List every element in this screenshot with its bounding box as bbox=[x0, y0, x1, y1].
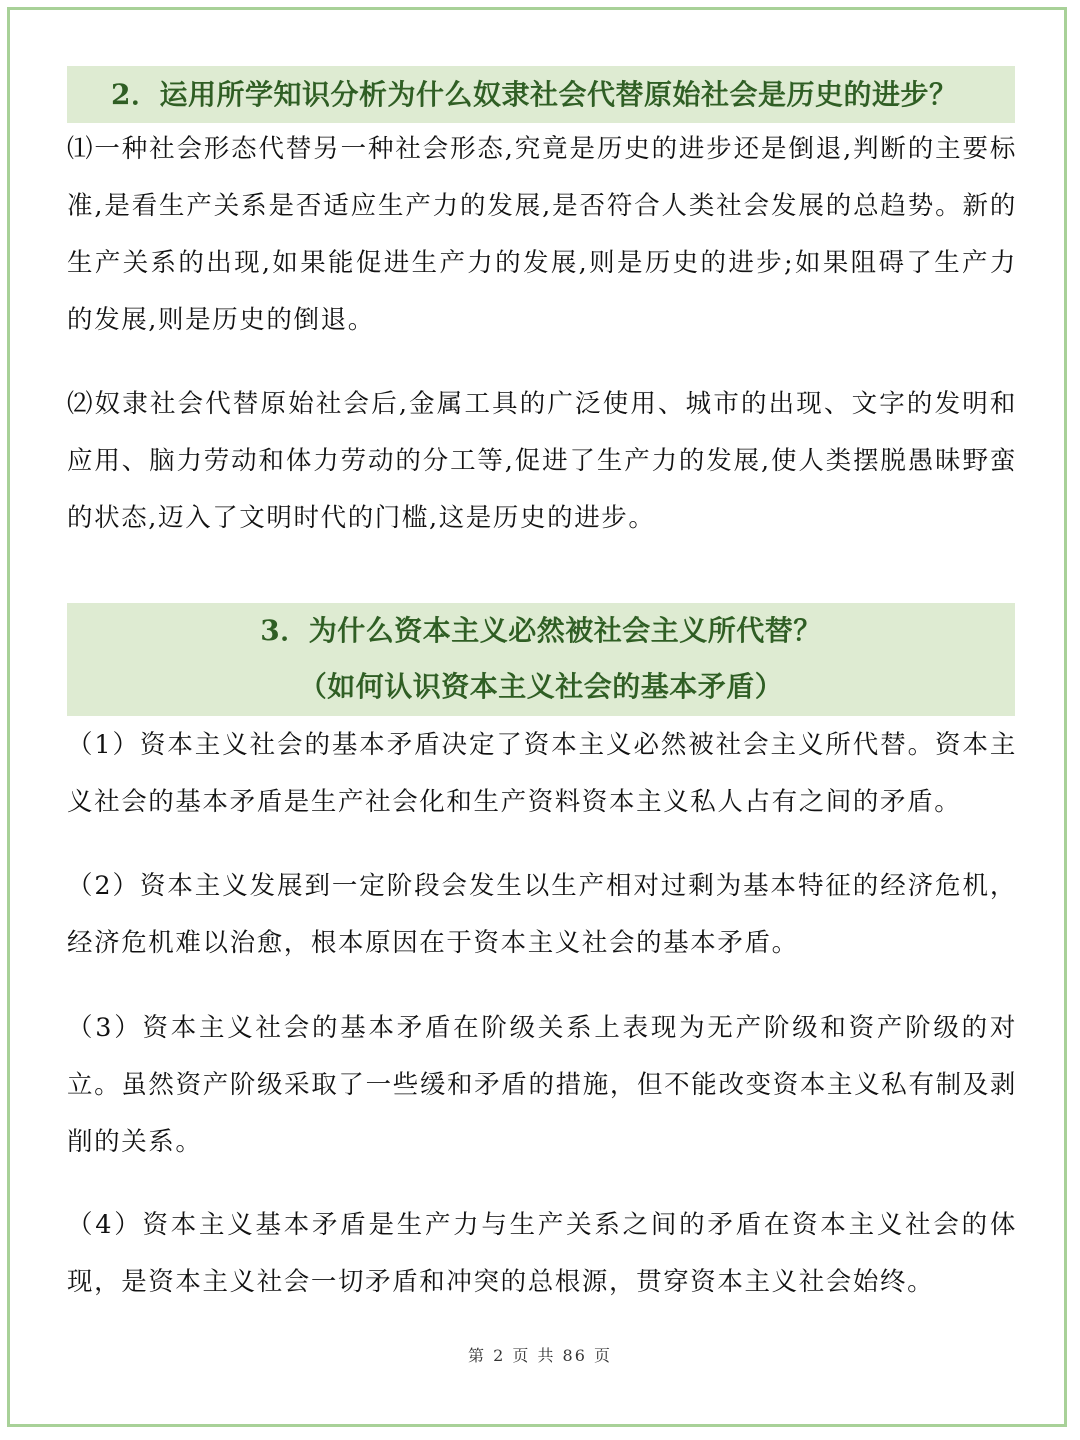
section-3-paragraph-4: （4）资本主义基本矛盾是生产力与生产关系之间的矛盾在资本主义社会的体现，是资本主义社会一切矛盾和冲突的总根源，贯穿资本主义社会始终。 bbox=[67, 1210, 1017, 1297]
section-3-paragraph-2: （2）资本主义发展到一定阶段会发生以生产相对过剩为基本特征的经济危机，经济危机难以治愈，根本原因在于资本主义社会的基本矛盾。 bbox=[67, 871, 1017, 958]
section-3-paragraph-3: （3）资本主义社会的基本矛盾在阶级关系上表现为无产阶级和资产阶级的对立。虽然资产阶级采取了一些缓和矛盾的措施，但不能改变资本主义私有制及剥削的关系。 bbox=[67, 1013, 1017, 1157]
section-3-subtitle: （如何认识资本主义社会的基本矛盾） bbox=[298, 670, 784, 703]
section-2-paragraph-2: ⑵奴隶社会代替原始社会后,金属工具的广泛使用、城市的出现、文字的发明和应用、脑力劳动和体力劳动的分工等,促进了生产力的发展,使人类摆脱愚昧野蛮的状态,迈入了文明时代的门槛,这是历史的进步。 bbox=[67, 389, 1017, 533]
section-2-heading bbox=[67, 66, 1015, 123]
section-3-heading bbox=[67, 603, 1015, 716]
section-3-paragraph-1: （1）资本主义社会的基本矛盾决定了资本主义必然被社会主义所代替。资本主义社会的基本矛盾是生产社会化和生产资料资本主义私人占有之间的矛盾。 bbox=[67, 730, 1017, 817]
section-3-title: 3．为什么资本主义必然被社会主义所代替？ bbox=[260, 614, 822, 647]
section-2-title: 2．运用所学知识分析为什么奴隶社会代替原始社会是历史的进步？ bbox=[111, 78, 958, 111]
section-2-paragraph-1: ⑴一种社会形态代替另一种社会形态,究竟是历史的进步还是倒退,判断的主要标准,是看生产关系是否适应生产力的发展,是否符合人类社会发展的总趋势。新的生产关系的出现,如果能促进生产力的发展,则是历史的进步;如果阻碍了生产力的发展,则是历史的倒退。 bbox=[67, 134, 1017, 335]
page-number: 第 2 页 共 86 页 bbox=[468, 1346, 612, 1365]
